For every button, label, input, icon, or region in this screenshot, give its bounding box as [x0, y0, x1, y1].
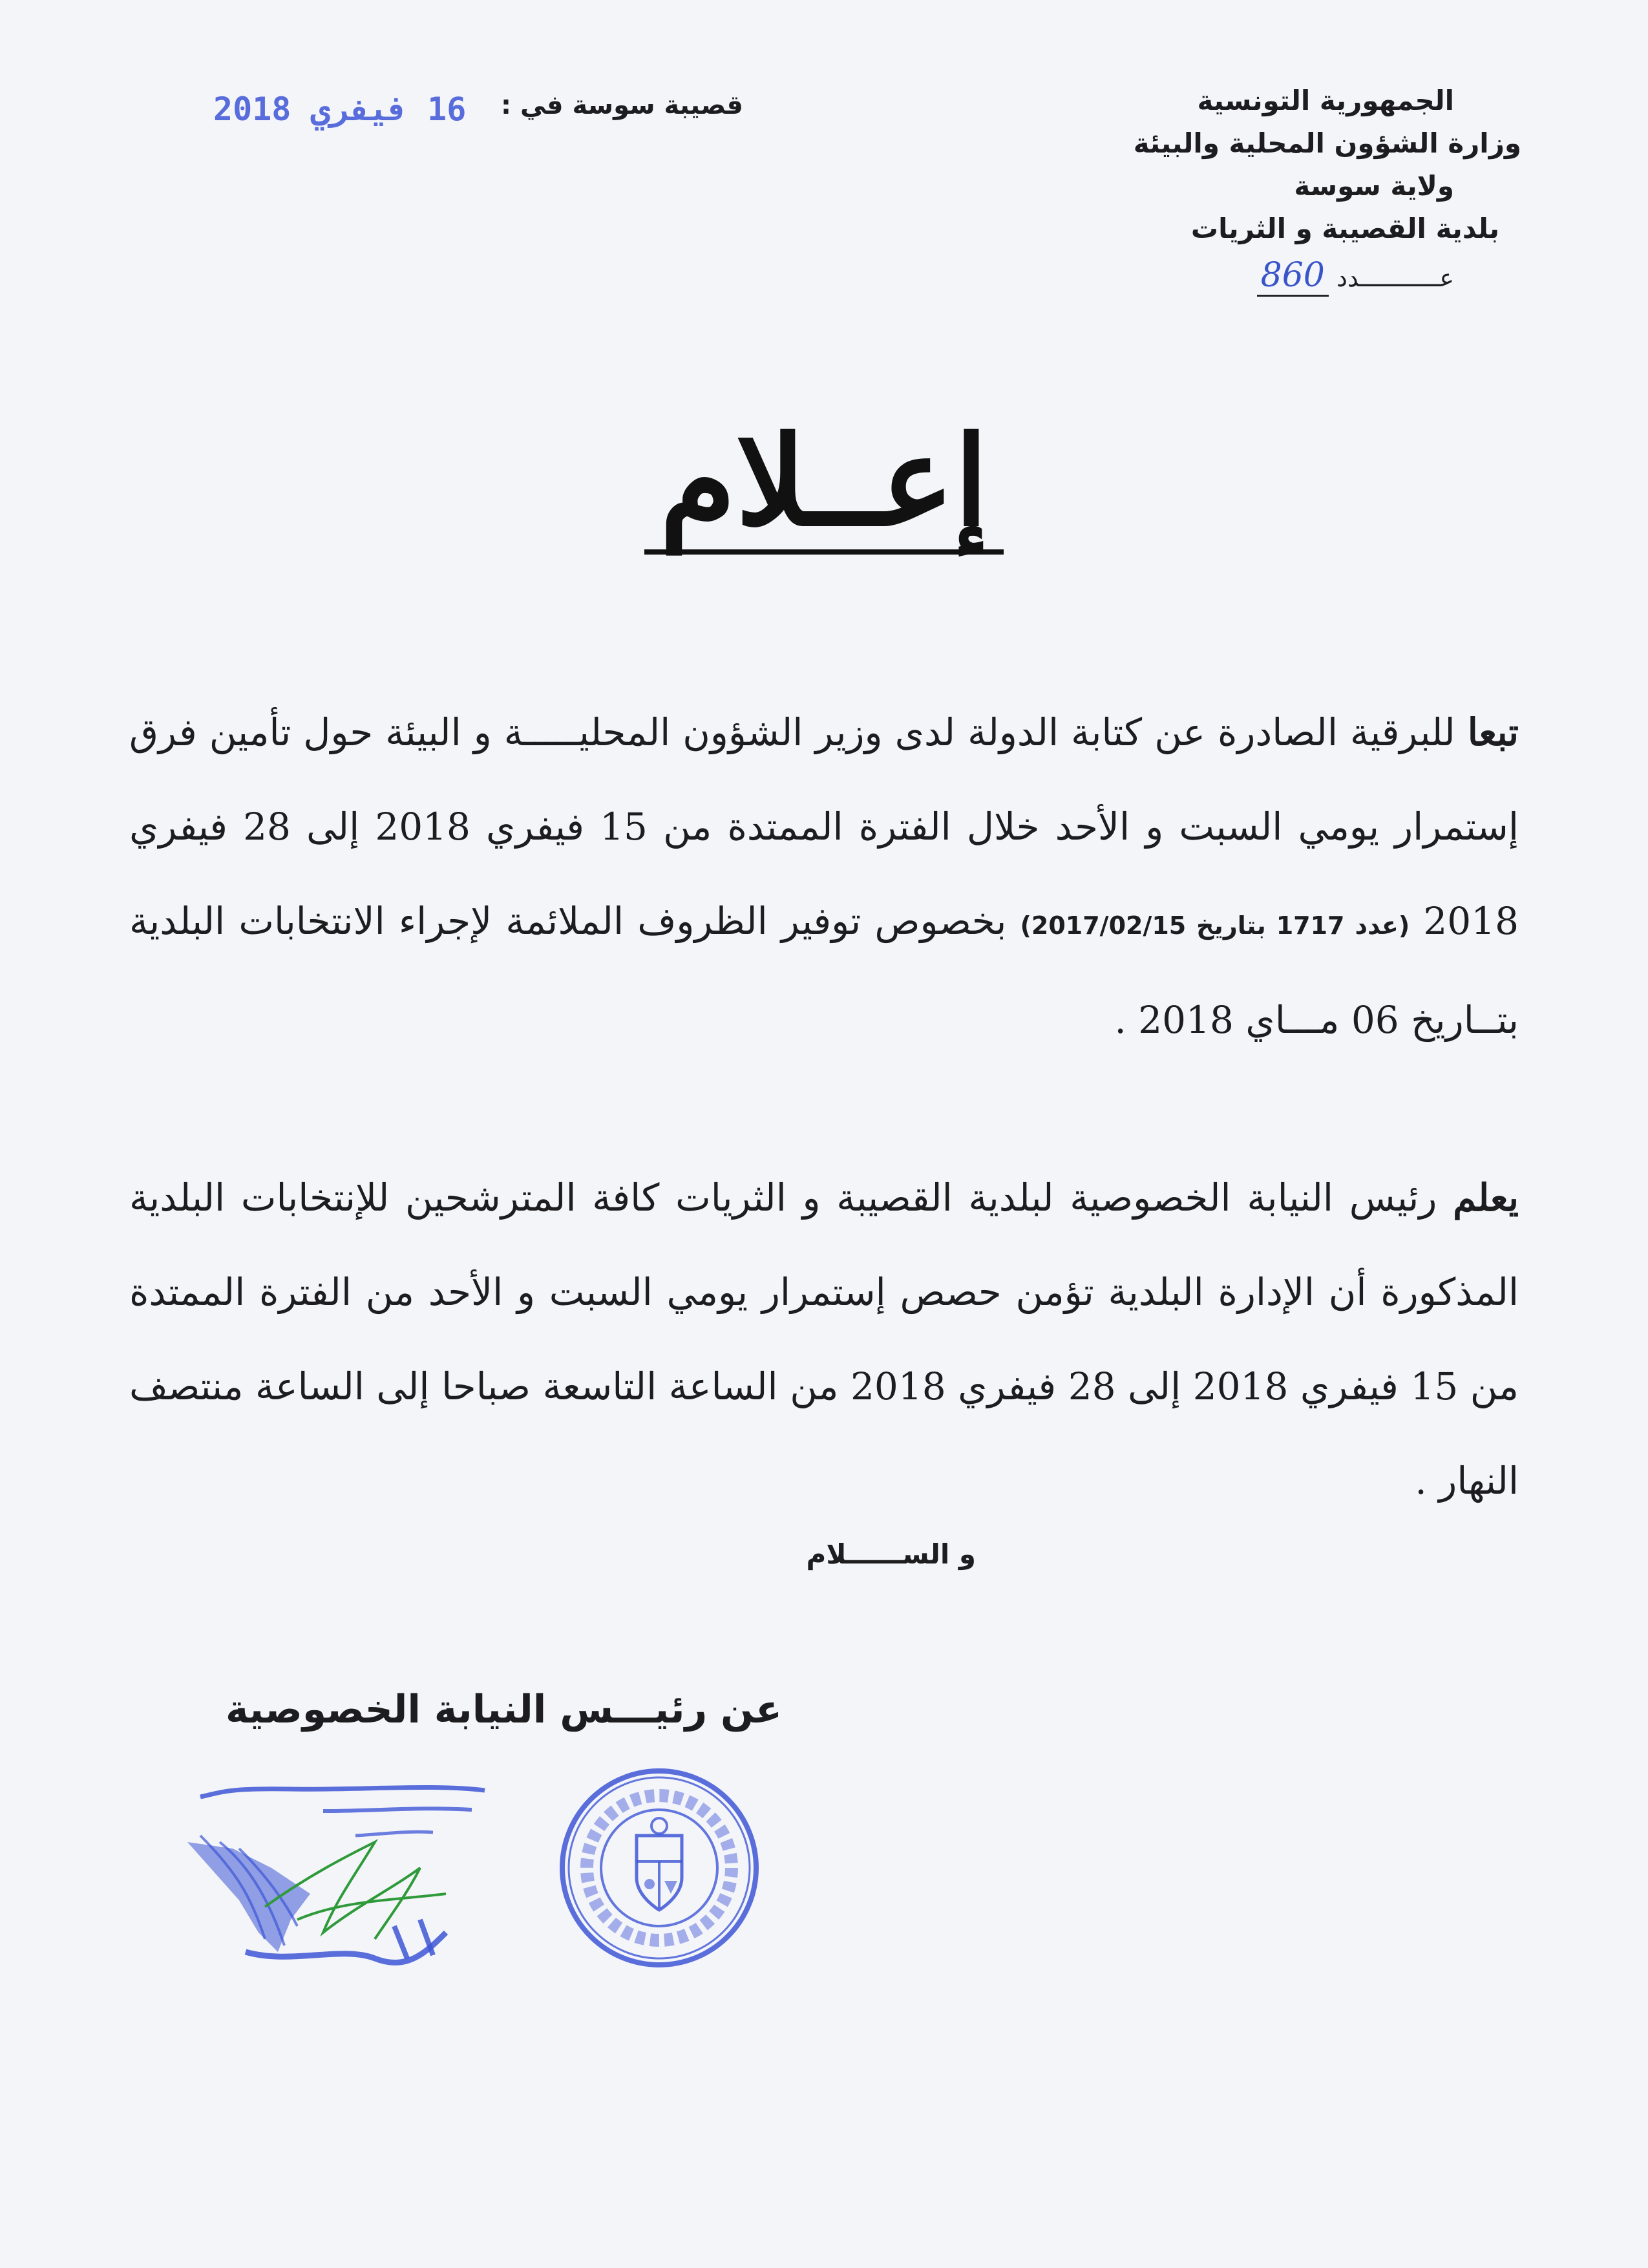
seal-image — [556, 1765, 763, 1971]
title-container — [0, 409, 1648, 555]
paragraph1-text-b: بخصوص توفير الظروف الملائمة لإجراء الانتخابات البلدية بتــاريخ 06 مـــاي 2018 . — [129, 899, 1519, 1042]
on-behalf-line: عن رئيـــس النيابة الخصوصية — [225, 1687, 782, 1732]
paragraph-announcement — [129, 1150, 1519, 1528]
header-ministry: وزارة الشؤون المحلية والبيئة — [1133, 127, 1521, 159]
signature-stamp — [162, 1771, 498, 1978]
paragraph-telegram — [129, 685, 1519, 1067]
paragraph1-lead: تبعا — [1467, 710, 1519, 754]
paragraph2-lead: يعلم — [1453, 1176, 1519, 1220]
header-municipality: بلدية القصيبة و الثريات — [1190, 213, 1499, 244]
reference-number: 860 — [1257, 256, 1329, 297]
signature-image — [162, 1771, 498, 1978]
official-seal — [556, 1765, 763, 1971]
paragraph1-reference: (عدد 1717 بتاريخ 2017/02/15) — [1020, 911, 1410, 940]
reference-prefix: عـــــــــــدد — [1336, 264, 1454, 292]
document-title: إعــلام — [644, 414, 1004, 555]
reference-number-line — [1257, 256, 1454, 295]
place-date-label: قصيبة سوسة في : — [501, 90, 743, 120]
header-governorate: ولاية سوسة — [1294, 170, 1454, 202]
header-republic: الجمهورية التونسية — [1197, 85, 1454, 116]
paragraph2-text: رئيس النيابة الخصوصية لبلدية القصيبة و الثريات كافة المترشحين للإنتخابات البلدية المذكورة أن الإدارة البلدية تؤمن حصص إستمرار يومي السبت و الأحد من الفترة الممتدة من 15 فيفري 2018 إلى 28 فيفري 2018 من الساعة التاسعة صباحا إلى الساعة منتصف النهار . — [129, 1176, 1519, 1503]
date-stamp: 16 فيفري 2018 — [213, 90, 467, 128]
closing-greeting: و الســــــلام — [806, 1538, 976, 1570]
paragraph1-text-a: للبرقية الصادرة عن كتابة الدولة لدى وزير الشؤون المحليـــــة و البيئة حول تأمين فرق إستمرار يومي السبت و الأحد خلال الفترة الممتدة من 15 فيفري 2018 إلى 28 فيفري 2018 — [129, 710, 1519, 943]
